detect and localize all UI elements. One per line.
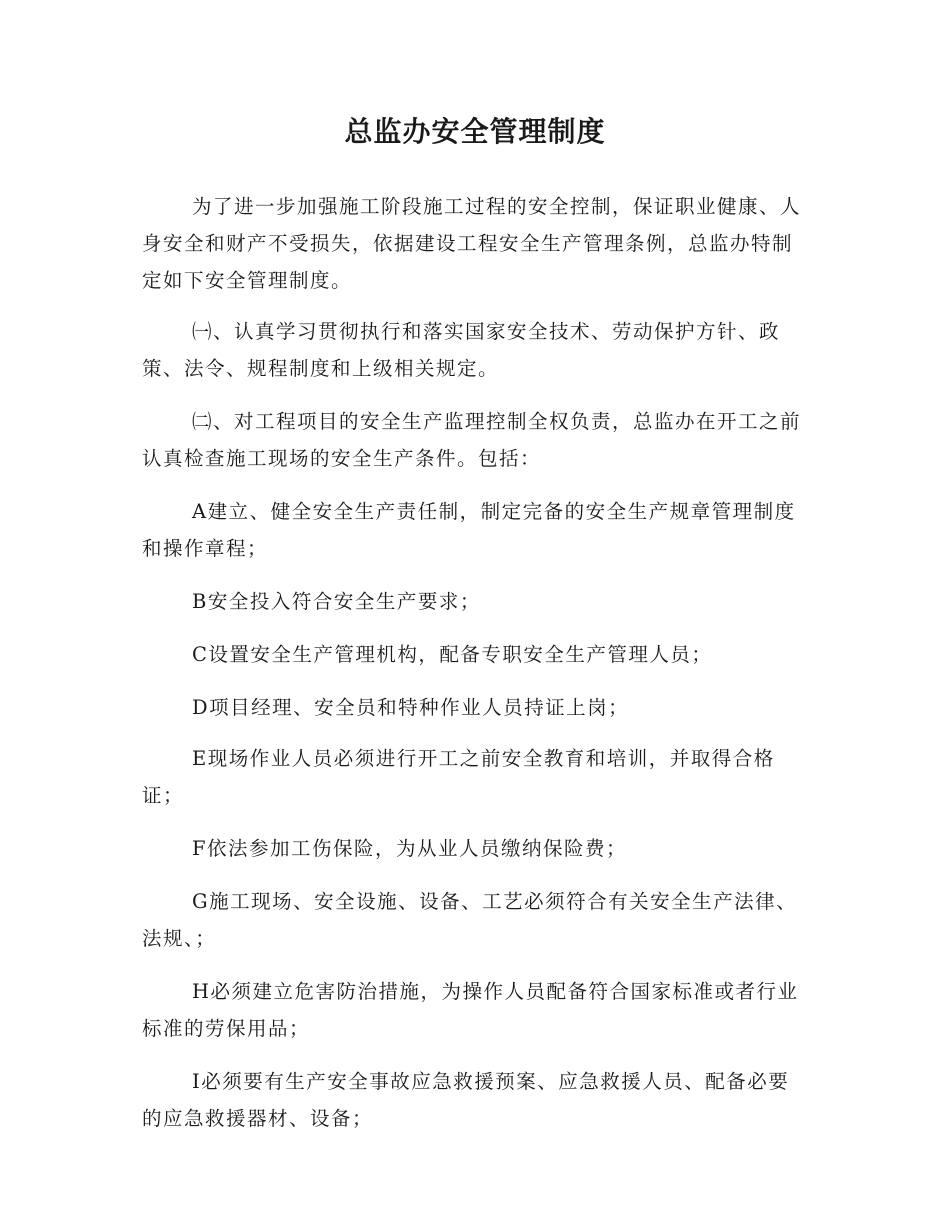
item-i-paragraph: I必须要有生产安全事故应急救援预案、应急救援人员、配备必要的应急救援器材、设备； [142,1069,790,1130]
document-title: 总监办安全管理制度 [344,115,606,148]
item-f-paragraph: F依法参加工伤保险，为从业人员缴纳保险费； [192,836,628,860]
item-g-paragraph: G施工现场、安全设施、设备、工艺必须符合有关安全生产法律、法规、； [142,889,798,950]
item-b-paragraph: B安全投入符合安全生产要求； [192,589,481,613]
item-h-paragraph: H必须建立危害防治措施，为操作人员配备符合国家标准或者行业标准的劳保用品； [142,979,799,1040]
intro-paragraph: 为了进一步加强施工阶段施工过程的安全控制，保证职业健康、人身安全和财产不受损失，依据建设工程安全生产管理条例，总监办特制定如下安全管理制度。 [142,194,802,292]
item-c-paragraph: C设置安全生产管理机构，配备专职安全生产管理人员； [192,642,713,666]
item-a-paragraph: A建立、健全安全生产责任制，制定完备的安全生产规章管理制度和操作章程； [142,499,796,560]
clause-2-paragraph: ㈡、对工程项目的安全生产监理控制全权负责，总监办在开工之前认真检查施工现场的安全生产条件。包括： [142,409,802,470]
clause-1-paragraph: ㈠、认真学习贯彻执行和落实国家安全技术、劳动保护方针、政策、法令、规程制度和上级相关规定。 [142,319,781,380]
item-e-paragraph: E现场作业人员必须进行开工之前安全教育和培训，并取得合格证； [142,746,775,807]
item-d-paragraph: D项目经理、安全员和特种作业人员持证上岗； [192,695,630,719]
